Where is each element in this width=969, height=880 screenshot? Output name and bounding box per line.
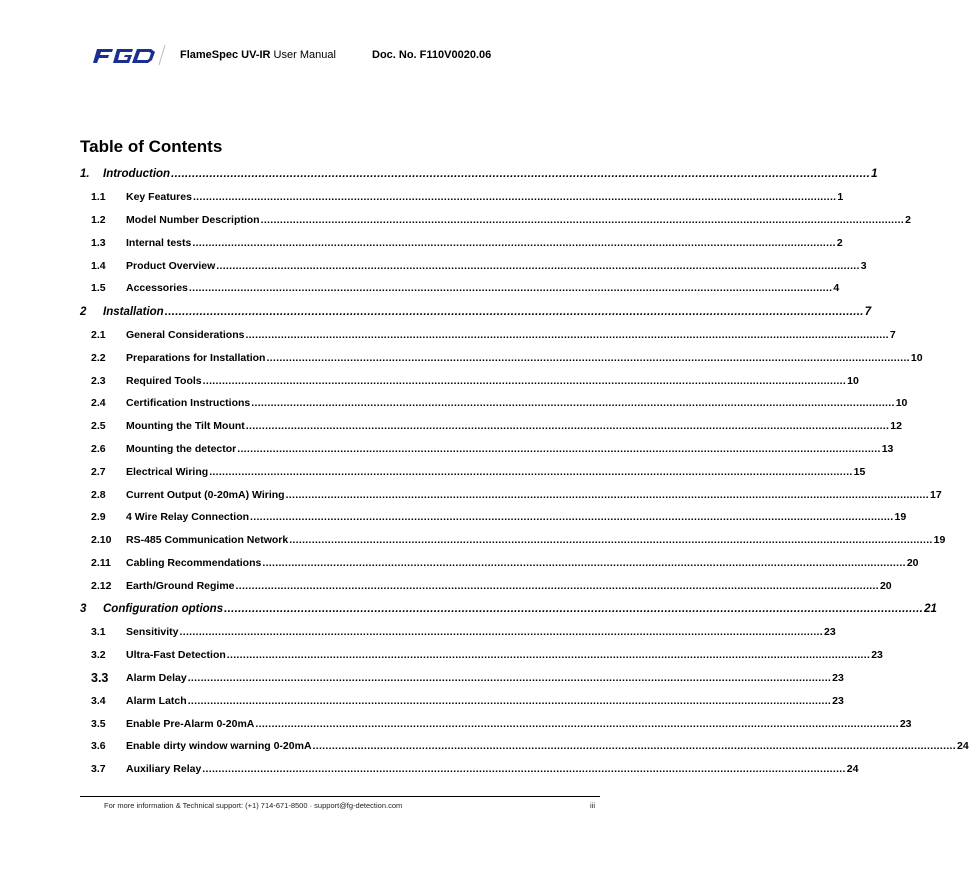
- toc-entry-page: 23: [832, 694, 844, 707]
- toc-subsection[interactable]: [80, 483, 942, 506]
- toc-leader-dots: ........................................................................................................................................................................................................: [164, 305, 864, 318]
- toc-entry-title: Product Overview: [126, 259, 216, 272]
- toc-entry-page: 24: [846, 763, 859, 776]
- toc-entry-page: 21: [924, 603, 937, 616]
- toc-entry-title: RS-485 Communication Network: [126, 534, 289, 547]
- toc-heading: Table of Contents: [80, 137, 223, 156]
- toc-subsection[interactable]: [80, 438, 894, 461]
- toc-leader-dots: ........................................................................................................................................................................................................: [237, 442, 881, 455]
- toc-entry-page: 15: [853, 465, 866, 478]
- toc-entry-page: 12: [890, 420, 902, 433]
- toc-subsection[interactable]: [80, 689, 844, 712]
- footer-page-number: iii: [590, 801, 595, 810]
- toc-entry-title: Installation: [103, 305, 164, 318]
- toc-leader-dots: ........................................................................................................................................................................................................: [188, 282, 833, 295]
- toc-entry-title: General Considerations: [126, 328, 245, 341]
- toc-entry-number: 2.5: [91, 420, 106, 433]
- document-number: Doc. No. F110V0020.06: [372, 49, 492, 61]
- toc-entry-page: 17: [930, 488, 942, 501]
- toc-entry-number: 2.7: [91, 465, 106, 478]
- toc-subsection[interactable]: [80, 415, 902, 438]
- toc-entry-page: 23: [871, 649, 883, 662]
- toc-entry-title: Certification Instructions: [126, 397, 251, 410]
- toc-entry-number: 2.9: [91, 511, 106, 524]
- toc-section[interactable]: [80, 597, 937, 621]
- toc-leader-dots: ........................................................................................................................................................................................................: [251, 397, 895, 410]
- toc-entry-page: 2: [836, 236, 843, 249]
- toc-entry-title: Earth/Ground Regime: [126, 579, 235, 592]
- toc-leader-dots: ........................................................................................................................................................................................................: [224, 603, 924, 616]
- page-header: [0, 44, 680, 70]
- toc-leader-dots: ........................................................................................................................................................................................................: [179, 626, 823, 639]
- toc-entry-number: 2.11: [91, 556, 111, 569]
- toc-entry-page: 1: [871, 167, 878, 180]
- toc-entry-number: 3.1: [91, 626, 106, 639]
- toc-entry-page: 1: [837, 191, 844, 204]
- toc-entry-title: Required Tools: [126, 374, 202, 387]
- toc-leader-dots: ........................................................................................................................................................................................................: [226, 649, 871, 662]
- toc-leader-dots: ........................................................................................................................................................................................................: [192, 236, 836, 249]
- toc-leader-dots: ........................................................................................................................................................................................................: [245, 328, 889, 341]
- toc-entry-title: Key Features: [126, 191, 192, 204]
- toc-subsection[interactable]: [80, 506, 907, 529]
- toc-entry-number: 3.2: [91, 649, 106, 662]
- toc-leader-dots: ........................................................................................................................................................................................................: [202, 374, 847, 387]
- toc-entry-page: 20: [906, 556, 919, 569]
- table-of-contents: [80, 162, 969, 781]
- toc-leader-dots: ........................................................................................................................................................................................................: [262, 556, 906, 569]
- toc-entry-number: 1.4: [91, 259, 106, 272]
- toc-entry-number: 1.5: [91, 282, 106, 295]
- header-separator: [158, 44, 166, 66]
- toc-entry-title: Sensitivity: [126, 626, 179, 639]
- toc-entry-title: Auxiliary Relay: [126, 763, 202, 776]
- toc-section[interactable]: [80, 300, 872, 324]
- toc-subsection[interactable]: [80, 346, 923, 369]
- toc-entry-number: 1.1: [91, 191, 106, 204]
- toc-entry-title: Ultra-Fast Detection: [126, 649, 226, 662]
- toc-subsection[interactable]: [80, 254, 867, 277]
- toc-subsection[interactable]: [80, 735, 969, 758]
- toc-leader-dots: ........................................................................................................................................................................................................: [171, 167, 871, 180]
- toc-entry-page: 7: [889, 328, 896, 341]
- toc-entry-title: Alarm Latch: [126, 694, 187, 707]
- toc-subsection[interactable]: [80, 231, 843, 254]
- toc-entry-number: 3.4: [91, 694, 106, 707]
- fgd-logo: [93, 46, 155, 66]
- toc-entry-number: 1.: [80, 167, 90, 180]
- toc-subsection[interactable]: [80, 186, 844, 209]
- toc-entry-page: 23: [899, 717, 912, 730]
- toc-entry-page: 19: [894, 511, 907, 524]
- toc-leader-dots: ........................................................................................................................................................................................................: [216, 259, 860, 272]
- toc-entry-number: 1.3: [91, 236, 106, 249]
- toc-entry-title: Internal tests: [126, 236, 192, 249]
- toc-leader-dots: ........................................................................................................................................................................................................: [289, 534, 933, 547]
- toc-entry-number: 2: [80, 305, 87, 318]
- toc-entry-page: 10: [910, 351, 923, 364]
- toc-leader-dots: ........................................................................................................................................................................................................: [202, 763, 846, 776]
- toc-subsection[interactable]: [80, 369, 859, 392]
- toc-subsection[interactable]: [80, 529, 946, 552]
- toc-leader-dots: ........................................................................................................................................................................................................: [209, 465, 853, 478]
- toc-leader-dots: ........................................................................................................................................................................................................: [187, 694, 832, 707]
- toc-entry-page: 23: [823, 626, 836, 639]
- toc-subsection[interactable]: [80, 277, 840, 300]
- toc-entry-title: Introduction: [103, 167, 171, 180]
- toc-subsection[interactable]: [80, 324, 896, 347]
- toc-subsection[interactable]: [80, 758, 859, 781]
- toc-leader-dots: ........................................................................................................................................................................................................: [285, 488, 930, 501]
- toc-entry-page: 19: [933, 534, 946, 547]
- toc-entry-page: 10: [847, 374, 859, 387]
- toc-entry-title: Enable Pre-Alarm 0-20mA: [126, 717, 255, 730]
- toc-subsection[interactable]: [80, 667, 844, 690]
- toc-subsection[interactable]: [80, 574, 892, 597]
- toc-entry-page: 23: [832, 671, 844, 684]
- toc-entry-number: 2.6: [91, 442, 106, 455]
- toc-leader-dots: ........................................................................................................................................................................................................: [260, 213, 905, 226]
- toc-subsection[interactable]: [80, 621, 836, 644]
- footer-support-text: For more information & Technical support: (+1) 714-671-8500 · support@fg-detection.com: [104, 801, 403, 810]
- toc-entry-page: 10: [895, 397, 908, 410]
- toc-entry-title: Preparations for Installation: [126, 351, 266, 364]
- toc-leader-dots: ........................................................................................................................................................................................................: [235, 579, 879, 592]
- toc-entry-title: Mounting the detector: [126, 442, 237, 455]
- toc-entry-page: 24: [956, 740, 969, 753]
- toc-entry-page: 7: [864, 305, 872, 318]
- toc-entry-number: 3.7: [91, 763, 106, 776]
- toc-entry-number: 3.3: [91, 670, 109, 685]
- toc-entry-number: 2.10: [91, 534, 112, 547]
- toc-subsection[interactable]: [80, 209, 911, 232]
- toc-entry-number: 2.12: [91, 579, 112, 592]
- toc-entry-number: 2.4: [91, 397, 106, 410]
- toc-entry-page: 13: [881, 442, 894, 455]
- toc-leader-dots: ........................................................................................................................................................................................................: [255, 717, 899, 730]
- toc-subsection[interactable]: [80, 460, 866, 483]
- toc-leader-dots: ........................................................................................................................................................................................................: [250, 511, 894, 524]
- toc-subsection[interactable]: [80, 712, 912, 735]
- toc-entry-title: Enable dirty window warning 0-20mA: [126, 740, 312, 753]
- toc-leader-dots: ........................................................................................................................................................................................................: [192, 191, 837, 204]
- toc-entry-title: Mounting the Tilt Mount: [126, 420, 245, 433]
- toc-entry-title: Configuration options: [103, 603, 224, 616]
- toc-entry-number: 3.6: [91, 740, 106, 753]
- toc-entry-page: 2: [905, 213, 911, 226]
- toc-entry-title: Model Number Description: [126, 213, 260, 226]
- toc-subsection[interactable]: [80, 392, 908, 415]
- toc-entry-title: Current Output (0-20mA) Wiring: [126, 488, 285, 501]
- toc-leader-dots: ........................................................................................................................................................................................................: [187, 671, 832, 684]
- toc-entry-number: 2.3: [91, 374, 106, 387]
- toc-entry-number: 3: [80, 603, 87, 616]
- toc-entry-page: 4: [833, 282, 840, 295]
- footer-divider: [80, 796, 600, 797]
- toc-leader-dots: ........................................................................................................................................................................................................: [245, 420, 890, 433]
- toc-entry-number: 2.1: [91, 328, 106, 341]
- toc-entry-page: 20: [879, 579, 892, 592]
- toc-entry-title: Accessories: [126, 282, 188, 295]
- toc-entry-title: Alarm Delay: [126, 671, 187, 684]
- toc-entry-title: Electrical Wiring: [126, 465, 209, 478]
- toc-entry-number: 1.2: [91, 213, 106, 226]
- toc-entry-page: 3: [860, 259, 867, 272]
- toc-leader-dots: ........................................................................................................................................................................................................: [266, 351, 910, 364]
- toc-entry-number: 3.5: [91, 717, 106, 730]
- toc-entry-title: 4 Wire Relay Connection: [126, 511, 250, 524]
- toc-subsection[interactable]: [80, 552, 919, 575]
- toc-entry-number: 2.8: [91, 488, 106, 501]
- toc-leader-dots: ........................................................................................................................................................................................................: [312, 740, 956, 753]
- toc-subsection[interactable]: [80, 644, 883, 667]
- toc-entry-number: 2.2: [91, 351, 106, 364]
- toc-entry-title: Cabling Recommendations: [126, 556, 262, 569]
- manual-title: FlameSpec UV-IR User Manual: [180, 49, 336, 61]
- toc-section[interactable]: [80, 162, 878, 186]
